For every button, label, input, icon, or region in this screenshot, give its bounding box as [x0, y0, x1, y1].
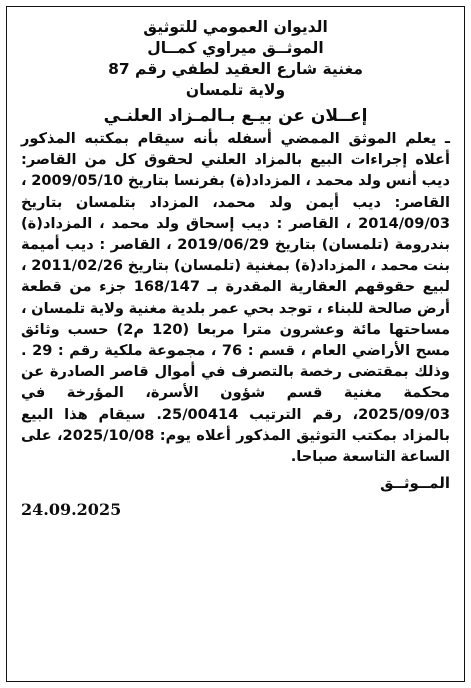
notice-header — [21, 17, 450, 101]
notice-body: ـ يعلم الموثق الممضي أسفله بأنه سيقام بمكتبه المذكور أعلاه إجراءات البيع بالمزاد العلني لحقوق كل من القاصر: ديب أنس ولد محمد ، المزداد(ة) بفرنسا بتاريخ 2009/05/10 ، القاصر: ديب أيمن ولد محمد، المزداد بتلمسان بتاريخ 2014/09/03 ، القاصر : ديب إسحاق ولد محمد ، المزداد(ة) بندرومة (تلمسان) بتاريخ 2019/06/29 ، القاصر : ديب أميمة بنت محمد ، المزداد(ة) بمغنية (تلمسان) بتاريخ 2011/02/26 ، لبيع حقوقهم العقارية المقدرة بـ 168/147 جزء من قطعة أرض صالحة للبناء ، توجد بحي عمر بلدية مغنية ولاية تلمسان ، مساحتها مائة وعشرون مترا مربعا (120 م2) حسب وثائق مسح الأراضي العام ، قسم : 76 ، مجموعة ملكية رقم : 29 . وذلك بمقتضى رخصة بالتصرف في أموال قاصر الصادرة عن محكمة مغنية قسم شؤون الأسرة، المؤرخة في 2025/09/03، رقم الترتيب 25/00414. سيقام هذا البيع بالمزاد بمكتب التوثيق المذكور أعلاه يوم: 2025/10/08، على الساعة التاسعة صباحا. — [21, 130, 451, 466]
notary-signature-label: المــوثــق — [380, 474, 450, 493]
notary-name: الموثــق ميراوي كمــال — [147, 39, 324, 57]
province-name: ولاية تلمسان — [185, 81, 286, 99]
legal-notice — [6, 6, 465, 682]
office-name: الديوان العمومي للتوثيق — [143, 18, 328, 36]
office-address: مغنية شارع العقيد لطفي رقم 87 — [108, 60, 363, 78]
notice-date: 24.09.2025 — [21, 500, 122, 520]
notice-title: إعــلان عن بيـع بـالمـزاد العلنـي — [103, 106, 368, 126]
